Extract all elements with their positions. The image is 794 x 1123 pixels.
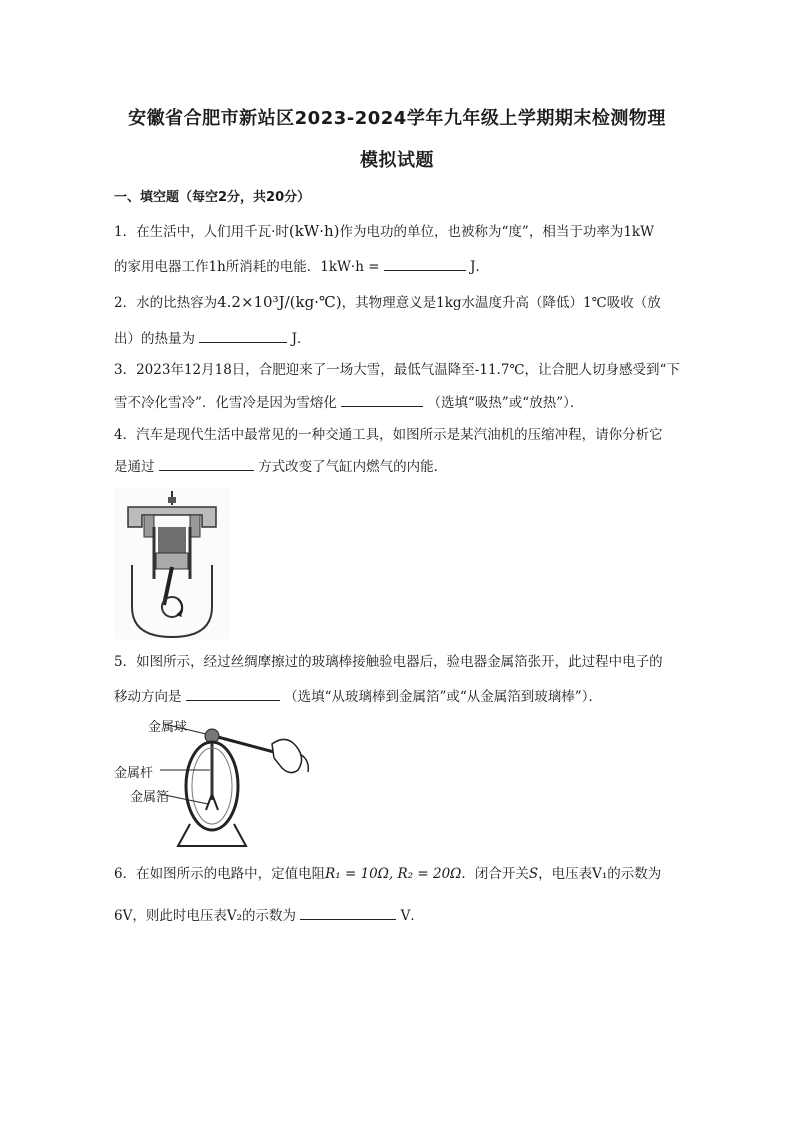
question-6-line-2: 6V，则此时电压表V₂的示数为 V． xyxy=(114,905,424,926)
electroscope-diagram xyxy=(114,714,314,852)
question-5-line-2: 移动方向是 （选填“从玻璃棒到金属箔”或“从金属箔到玻璃棒”）． xyxy=(114,686,602,707)
engine-diagram xyxy=(114,487,230,639)
exam-title: 安徽省合肥市新站区2023-2024学年九年级上学期期末检测物理 xyxy=(128,108,666,129)
question-4-line-1: 4．汽车是现代生活中最常见的一种交通工具，如图所示是某汽油机的压缩冲程，请你分析它 xyxy=(114,427,663,443)
answer-blank[interactable] xyxy=(199,328,287,343)
answer-blank[interactable] xyxy=(300,905,396,920)
question-3-line-2: 雪不冷化雪冷”．化雪冷是因为雪熔化 （选填“吸热”或“放热”）． xyxy=(114,392,583,413)
question-1-line-2: 的家用电器工作1h所消耗的电能．1kW·h = J． xyxy=(114,256,489,277)
label-metal-foil: 金属箔 xyxy=(130,790,170,805)
section-heading: 一、填空题（每空2分，共20分） xyxy=(114,190,311,205)
answer-blank[interactable] xyxy=(186,686,280,701)
label-metal-ball: 金属球 xyxy=(148,720,188,735)
question-2-line-2: 出）的热量为 J． xyxy=(114,328,311,349)
question-3-line-1: 3．2023年12月18日，合肥迎来了一场大雪，最低气温降至-11.7℃，让合肥人切身感受到“下 xyxy=(114,362,680,378)
question-6-line-1: 6．在如图所示的电路中，定值电阻R₁ = 10Ω, R₂ = 20Ω．闭合开关S，电压表V₁的示数为 xyxy=(114,866,662,882)
question-5-line-1: 5．如图所示，经过丝绸摩擦过的玻璃棒接触验电器后，验电器金属箔张开，此过程中电子的 xyxy=(114,654,663,670)
answer-blank[interactable] xyxy=(341,392,423,407)
answer-blank[interactable] xyxy=(159,456,254,471)
label-metal-rod: 金属杆 xyxy=(114,766,154,781)
electroscope-figure xyxy=(114,714,314,852)
answer-blank[interactable] xyxy=(384,256,466,271)
question-4-line-2: 是通过 方式改变了气缸内燃气的内能． xyxy=(114,456,447,477)
question-2-line-1: 2．水的比热容为4.2×10³J/(kg·℃)，其物理意义是1kg水温度升高（降低）1℃吸收（放 xyxy=(114,293,661,311)
question-1-line-1: 1．在生活中，人们用千瓦·时(kW·h)作为电功的单位，也被称为“度”，相当于功率为1kW xyxy=(114,222,654,240)
exam-subtitle: 模拟试题 xyxy=(360,150,434,171)
